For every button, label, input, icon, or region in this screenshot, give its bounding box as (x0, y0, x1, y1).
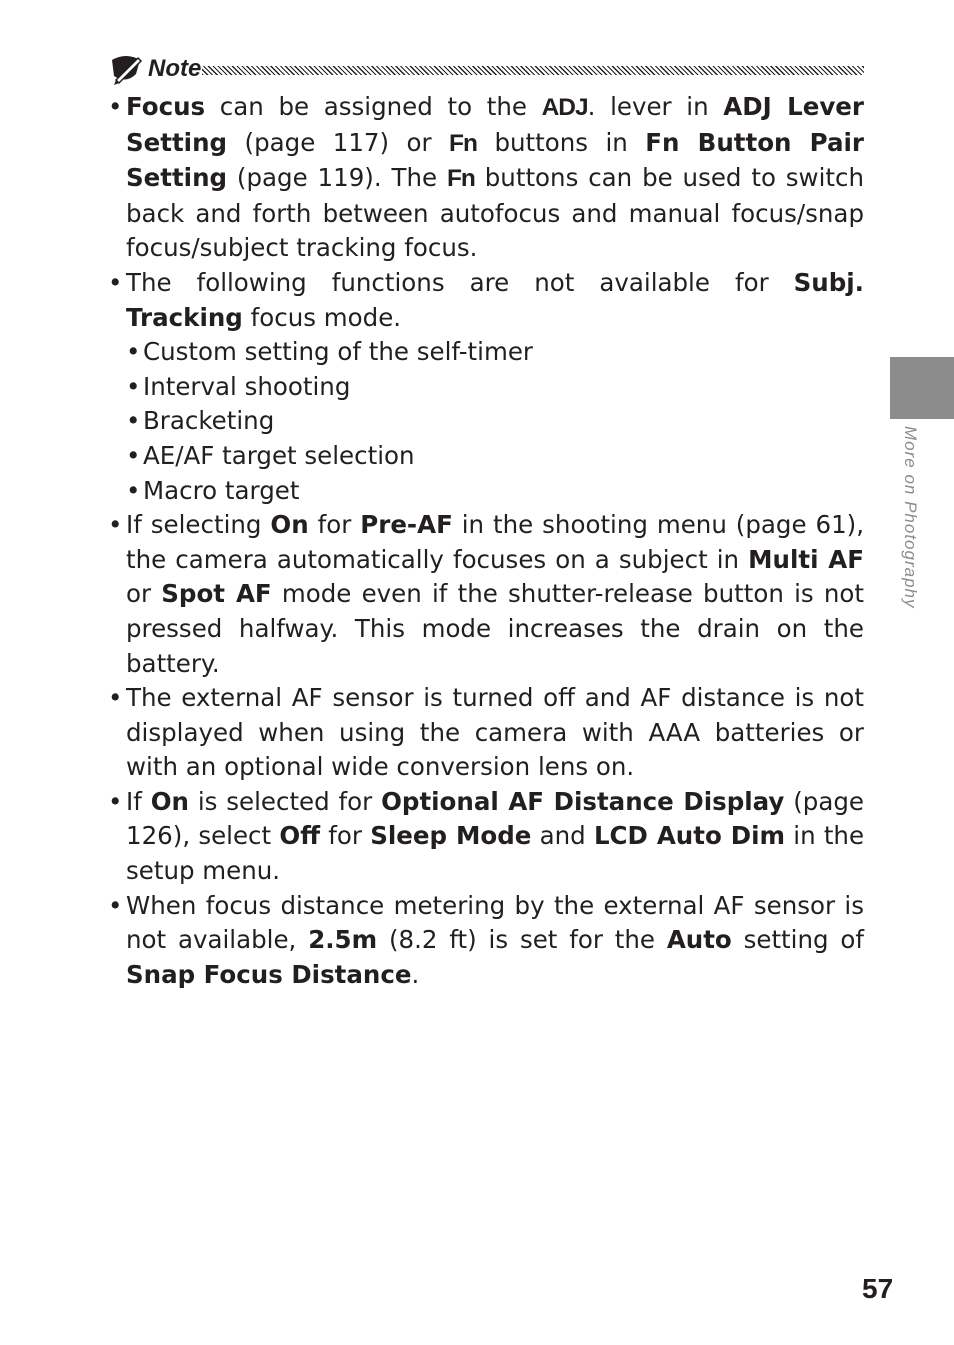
note-title: Note (148, 55, 202, 82)
page-number: 57 (862, 1273, 894, 1304)
text-run: When focus distance metering by the external AF sensor is not available, (126, 890, 864, 955)
text-run: (page 117) or (227, 127, 450, 157)
note-bullet (108, 266, 864, 335)
text-run: and (531, 821, 594, 851)
emphasis-term: Focus (126, 92, 206, 121)
note-divider (202, 66, 864, 75)
emphasis-term: 2.5m (308, 925, 378, 955)
note-bullet (108, 681, 864, 785)
text-run: is selected for (188, 786, 382, 816)
text-run: If selecting (126, 510, 271, 540)
emphasis-term: On (270, 510, 309, 540)
note-subbullet: • Macro target (108, 474, 864, 509)
text-run: can be assigned to the (205, 92, 542, 121)
note-subbullet: • AE/AF target selection (108, 439, 864, 474)
emphasis-term: On (150, 786, 189, 816)
text-run: (page 119). The (227, 163, 447, 193)
note-header (108, 52, 864, 88)
text-run: The external AF sensor is turned off and AF distance is not displayed when using the camera with AAA batteries or with an optional wide conversion lens on. (126, 683, 864, 782)
emphasis-term: Fn (449, 129, 477, 157)
note-bullet (108, 508, 864, 681)
text-run: setting of (731, 925, 864, 955)
text-run: If (126, 786, 151, 816)
emphasis-term: ADJ (541, 94, 588, 121)
emphasis-term: Fn (446, 165, 475, 193)
text-run: The following functions are not available for (126, 267, 794, 297)
emphasis-term: Spot AF (161, 579, 272, 609)
note-bullet (108, 90, 864, 266)
text-run: . lever in (587, 92, 724, 121)
emphasis-term: Snap Focus Distance (126, 959, 412, 989)
note-subbullet: • Interval shooting (108, 370, 864, 405)
emphasis-term: Subj. Tracking (126, 267, 864, 332)
text-run: focus mode. (242, 302, 402, 332)
emphasis-term: LCD Auto Dim (593, 821, 786, 851)
note-subbullet: • Custom setting of the self-timer (108, 335, 864, 370)
emphasis-term: Pre-AF (360, 510, 453, 540)
text-run: (page 126), select (126, 786, 864, 851)
text-run: in the shooting menu (page 61), the camera automatically focuses on a subject in (126, 510, 865, 574)
section-label: More on Photography (901, 426, 920, 609)
text-run: buttons in (476, 127, 646, 157)
text-run: for (320, 821, 371, 851)
note-bullet (108, 889, 864, 993)
text-run: or (126, 579, 162, 609)
text-run: . (411, 959, 420, 989)
note-pencil-icon (108, 54, 144, 88)
note-content (108, 90, 864, 992)
text-run: buttons can be used to switch back and forth between autofocus and manual focus/snap focus/subject tracking focus. (126, 163, 865, 263)
note-bullet (108, 785, 864, 889)
text-run: (8.2 ft) is set for the (377, 925, 667, 955)
emphasis-term: Fn Button Pair Setting (126, 127, 864, 193)
emphasis-term: Sleep Mode (370, 821, 532, 851)
section-tab (890, 357, 954, 419)
emphasis-term: Multi AF (748, 544, 864, 574)
emphasis-term: Off (279, 821, 321, 851)
note-subbullet: • Bracketing (108, 404, 864, 439)
emphasis-term: Auto (666, 925, 732, 955)
text-run: mode even if the shutter-release button is not pressed halfway. This mode increases the drain on the battery. (126, 579, 864, 678)
text-run: for (308, 510, 361, 540)
text-run: in the setup menu. (126, 821, 865, 886)
emphasis-term: ADJ Lever Setting (126, 92, 864, 157)
emphasis-term: Optional AF Distance Display (381, 786, 785, 816)
